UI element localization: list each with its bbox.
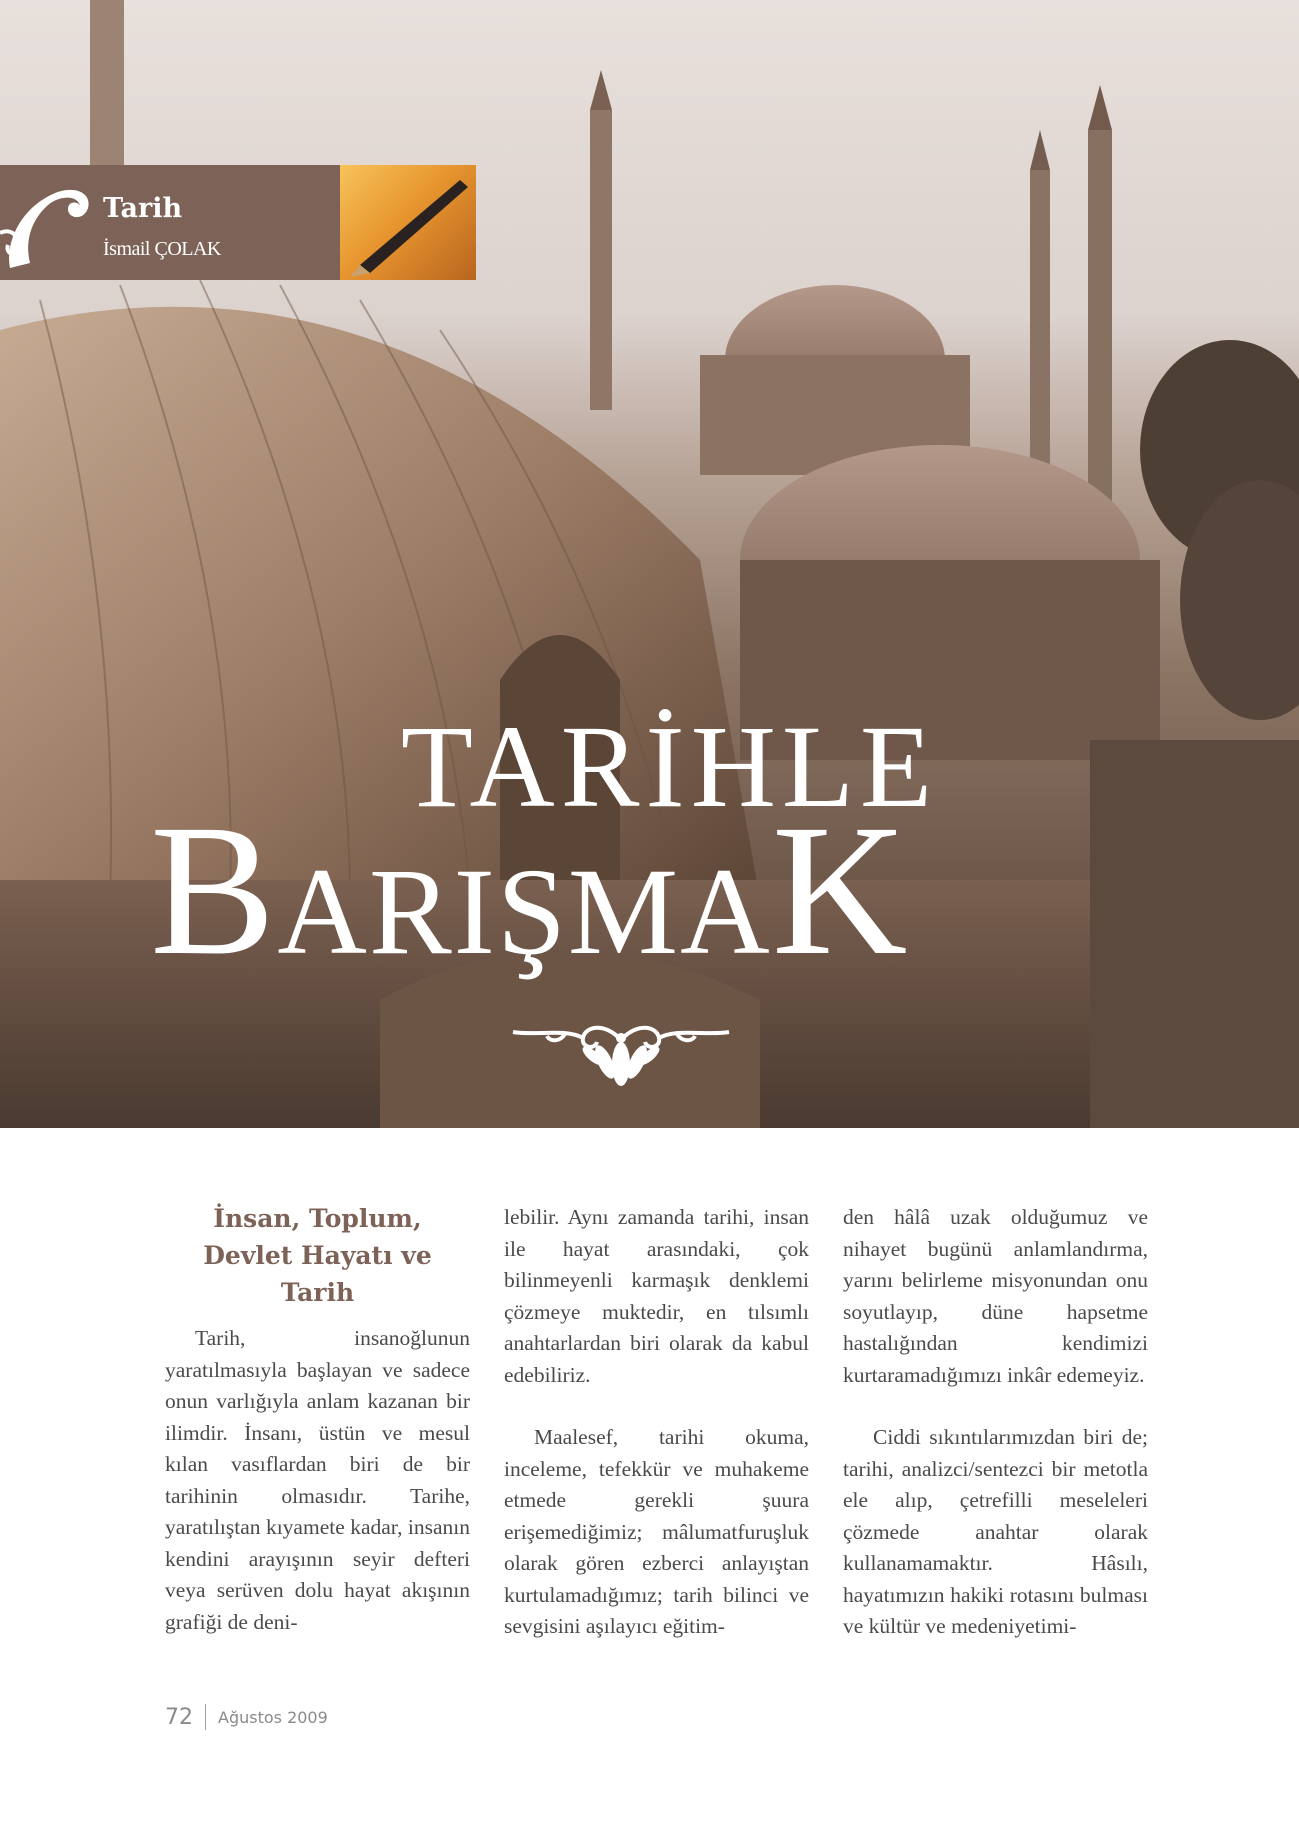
page-footer	[165, 1704, 328, 1730]
headline-line2	[150, 785, 1150, 994]
headline-line1: TARİHLE	[400, 701, 939, 832]
article-column-2	[504, 1202, 809, 1643]
issue-date: Ağustos 2009	[218, 1707, 328, 1727]
paragraph: Ciddi sıkıntılarımızdan biri de; tarihi, analizci/sentezci bir metotla ele alıp, çetrefilli meseleleri çözmede anahtar olarak kullanamamaktır. Hâsılı, hayatımızın hakiki rotasını bulması ve kültür ve medeniyetimi-	[843, 1425, 1148, 1638]
pen-photo	[340, 165, 476, 280]
section-label-box	[0, 165, 340, 280]
headline-middle: ARIŞMA	[277, 843, 772, 980]
headline-final: K	[771, 785, 910, 994]
paragraph: Maalesef, tarihi okuma, inceleme, tefekkür ve muhakeme etmede gerekli şuura erişemediğimiz; mâlumatfuruşluk olarak gören ezberci anlayıştan kurtulamadığımız; tarih bilinci ve sevgisini aşılayıcı eğitim-	[504, 1425, 809, 1638]
section-title: Tarih	[103, 193, 183, 224]
quill-flourish-icon	[0, 173, 95, 273]
article-column-1	[165, 1202, 470, 1638]
paragraph: den hâlâ uzak olduğumuz ve nihayet bugünü anlamlandırma, yarını belirleme misyonundan onu soyutlayıp, düne hapsetme hastalığından kendimizi kurtaramadığımızı inkâr edemeyiz.	[843, 1205, 1148, 1387]
page-number: 72	[165, 1704, 193, 1730]
paragraph: lebilir. Aynı zamanda tarihi, insan ile hayat arasındaki, çok bilinmeyenli karmaşık denklemi çözmeye muktedir, en tılsımlı anahtarlardan biri olarak da kabul edebiliriz.	[504, 1205, 809, 1387]
pen-icon	[340, 165, 476, 280]
footer-divider	[205, 1704, 206, 1730]
author-name: İsmail ÇOLAK	[103, 238, 221, 260]
article-column-3	[843, 1202, 1148, 1643]
floral-ornament-icon	[505, 1012, 737, 1094]
headline-initial: B	[150, 785, 278, 994]
paragraph: Tarih, insanoğlunun yaratılmasıyla başlayan ve sadece onun varlığıyla anlam kazanan bir ilimdir. İnsanı, üstün ve mesul kılan vasıflardan biri de bir tarihinin olmasıdır. Tarihe, yaratılıştan kıyamete kadar, insanın kendini arayışının seyir defteri veya serüven dolu hayat akışının grafiği de deni-	[165, 1326, 470, 1634]
article-subheading: İnsan, Toplum, Devlet Hayatı ve Tarih	[203, 1204, 432, 1307]
